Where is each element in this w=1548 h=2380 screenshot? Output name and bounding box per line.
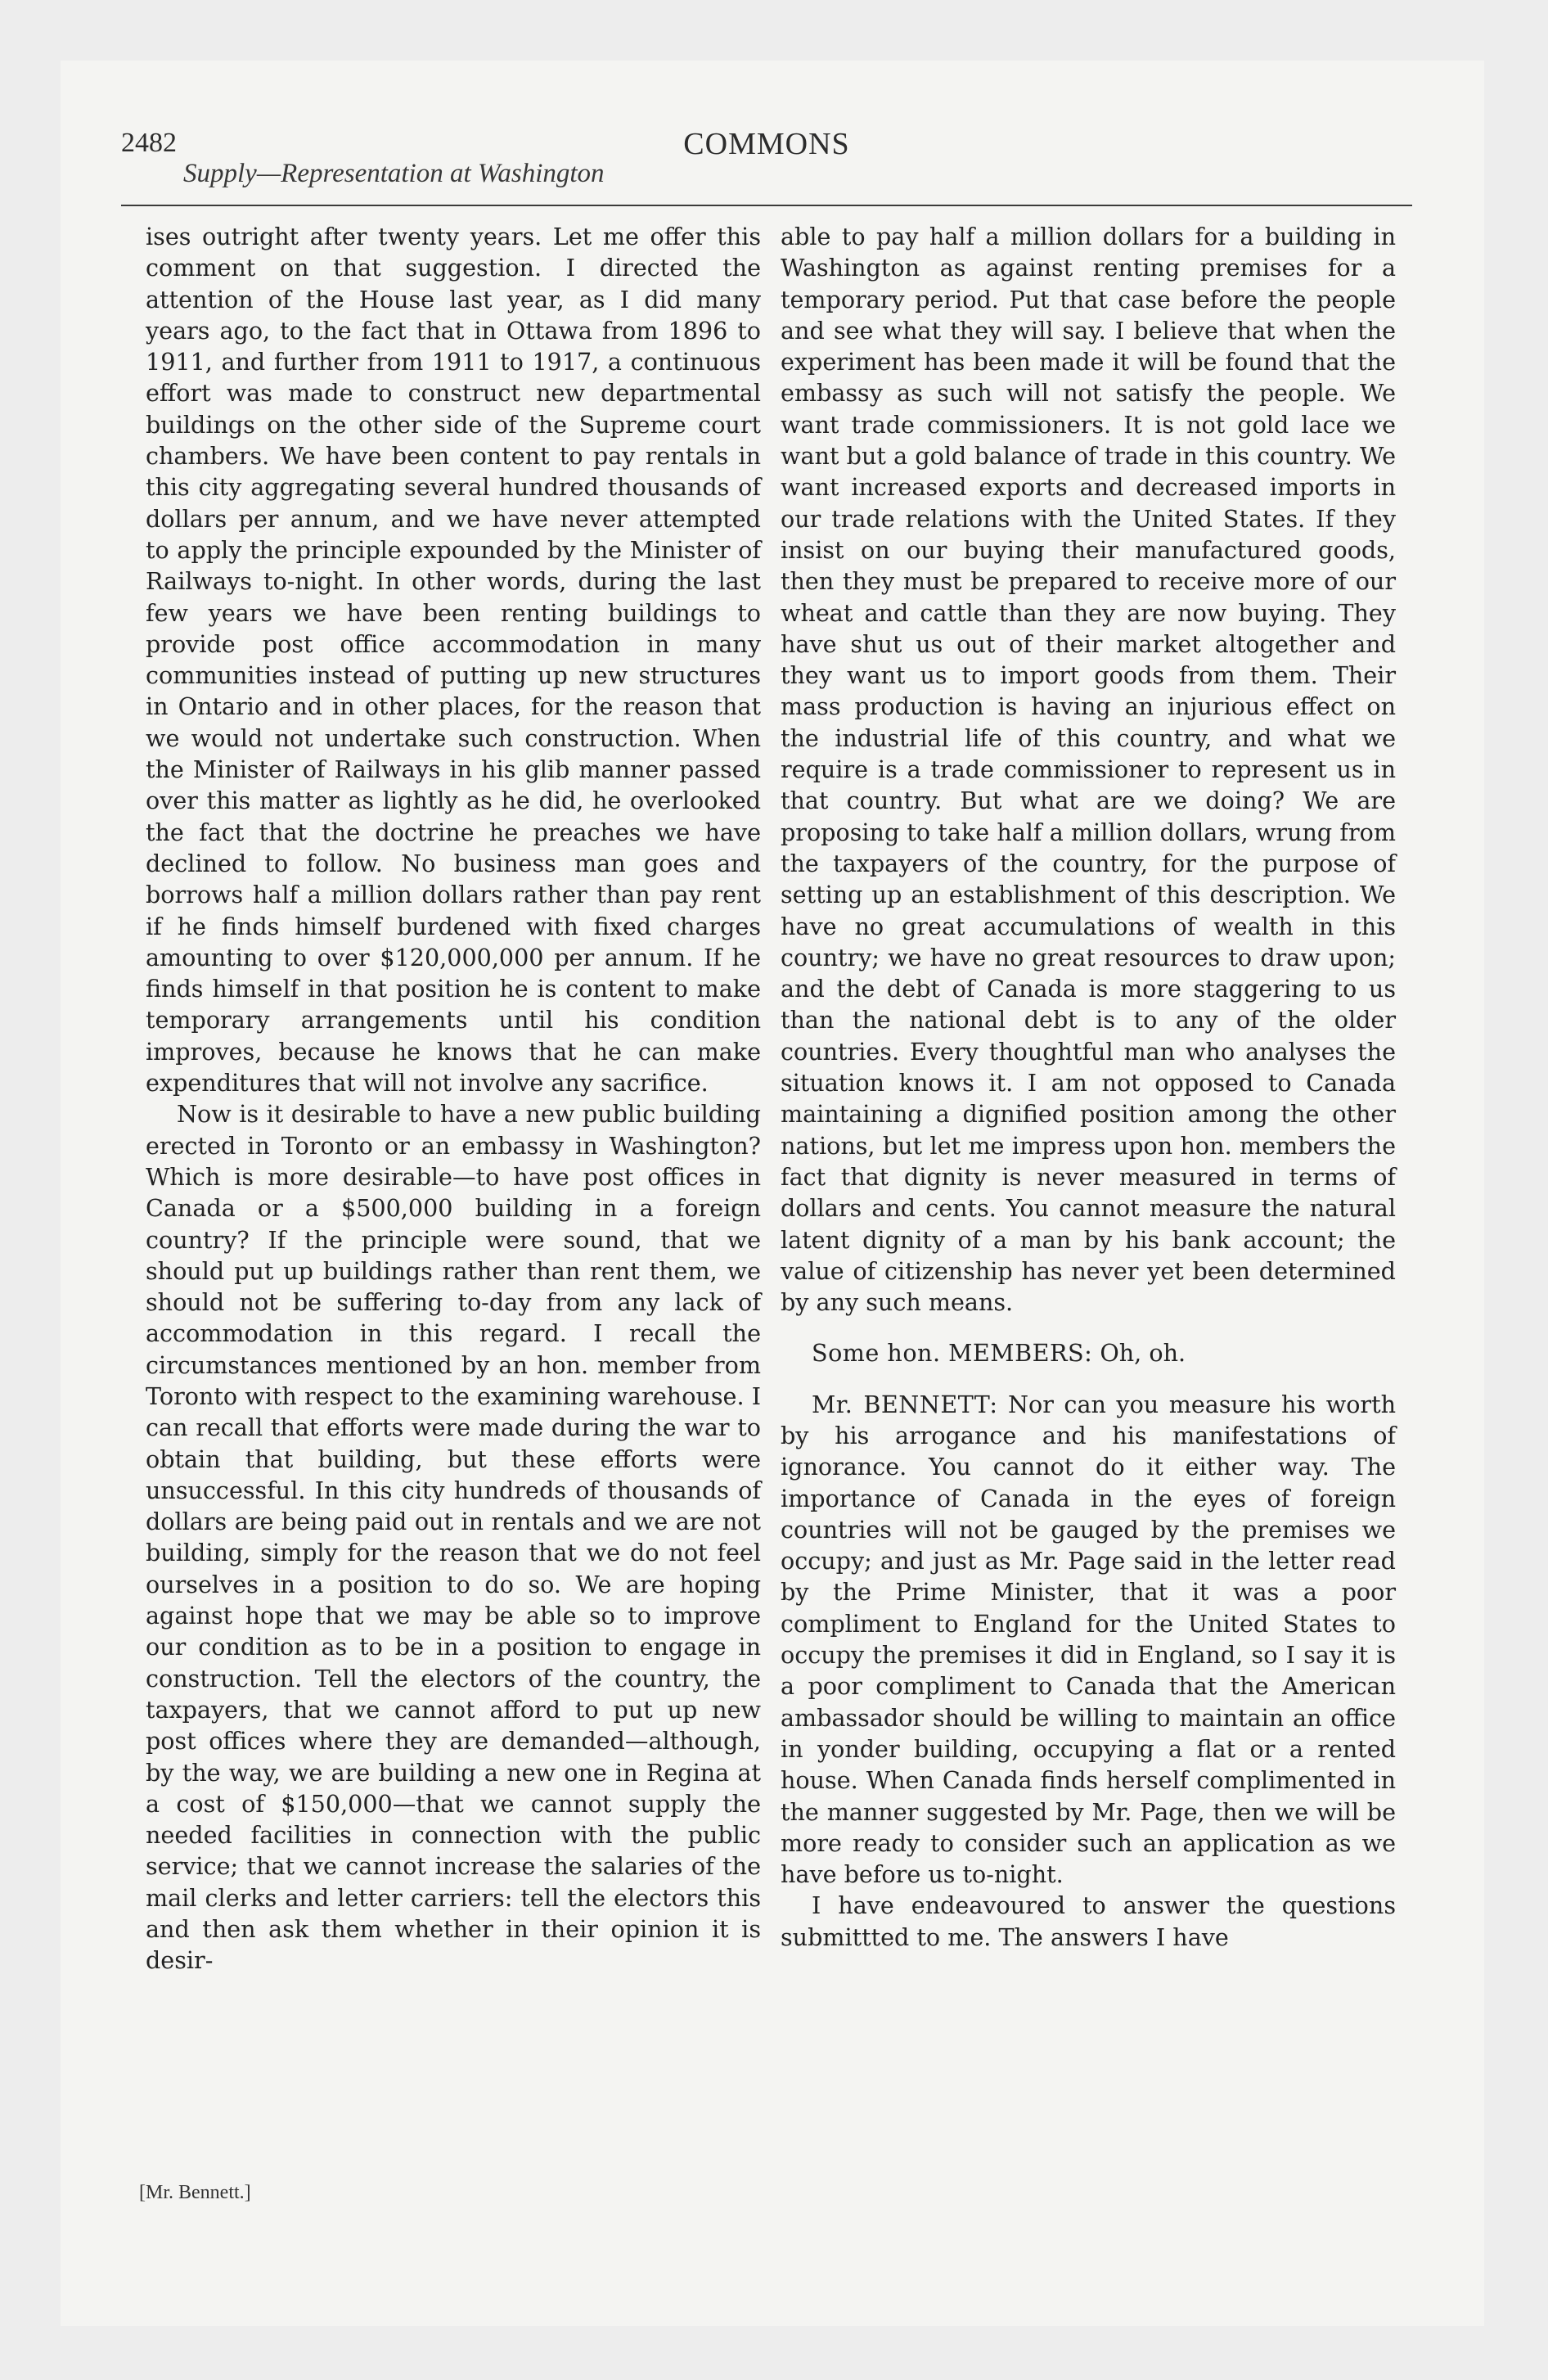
- paragraph: able to pay half a million dollars for a building in Washington as against renting premises for a temporary period. Put that case before the people and see what they will say. I believe that when the experiment has been made it will be found that the embassy as such will not satisfy the people. We want trade commissioners. It is not gold lace we want but a gold balance of trade in this country. We want increased exports and decreased imports in our trade relations with the United States. If they insist on our buying their manufactured goods, then they must be prepared to receive more of our wheat and cattle than they are now buying. They have shut us out of their market altogether and they want us to import goods from them. Their mass production is having an injurious effect on the industrial life of this country, and what we require is a trade commissioner to represent us in that country. But what are we doing? We are proposing to take half a million dollars, wrung from the taxpayers of the country, for the purpose of setting up an establishment of this description. We have no great accumulations of wealth in this country; we have no great resources to draw upon; and the debt of Canada is more staggering to us than the national debt is to any of the older countries. Every thoughtful man who analyses the situation knows it. I am not opposed to Canada maintaining a dignified position among the other nations, but let me impress upon hon. members the fact that dignity is never measured in terms of dollars and cents. You cannot measure the natural latent dignity of a man by his bank account; the value of citizenship has never yet been determined by any such means.: [781, 223, 1396, 1317]
- interjection-text: Oh, oh.: [1100, 1339, 1186, 1368]
- page-number: 2482: [121, 128, 177, 158]
- speech-paragraph: [781, 1389, 1396, 1891]
- right-column: [781, 221, 1396, 1953]
- footer-speaker-note: [Mr. Bennett.]: [139, 2182, 251, 2203]
- paragraph: I have endeavoured to answer the questions submittted to me. The answers I have: [781, 1891, 1396, 1951]
- page-header: [121, 121, 1412, 200]
- header-rule: [121, 205, 1412, 206]
- running-head: COMMONS: [683, 127, 850, 161]
- section-subhead: Supply—Representation at Washington: [183, 159, 605, 188]
- left-column: [146, 221, 761, 1977]
- paragraph: Now is it desirable to have a new public building erected in Toronto or an embassy in Washington? Which is more desirable—to have post offices in Canada or a $500,000 building in a foreign country? If the principle were sound, that we should put up buildings rather than rent them, we should not be suffering to-day from any lack of accommodation in this regard. I recall the circumstances mentioned by an hon. member from Toronto with respect to the examining warehouse. I can recall that efforts were made during the war to obtain that building, but these efforts were unsuccessful. In this city hundreds of thousands of dollars are being paid out in rentals and we are not building, simply for the reason that we do not feel ourselves in a position to do so. We are hoping against hope that we may be able so to improve our condition as to be in a position to engage in construction. Tell the electors of the country, the taxpayers, that we cannot afford to put up new post offices where they are demanded—although, by the way, we are building a new one in Regina at a cost of $150,000—that we cannot supply the needed facilities in connection with the public service; that we cannot increase the salaries of the mail clerks and letter carriers: tell the electors this and then ask them whether in their opinion it is desir-: [146, 1100, 761, 1975]
- interjection-speaker: Some hon. MEMBERS:: [812, 1339, 1093, 1368]
- speaker-name: Mr. BENNETT:: [812, 1390, 998, 1418]
- speech-text: Nor can you measure his worth by his arrogance and his manifestations of ignorance. You cannot do it either way. The importance of Canada in the eyes of foreign countries will not be gauged by the premises we occupy; and just as Mr. Page said in the letter read by the Prime Minister, that it was a poor compliment to England for the United States to occupy the premises it did in England, so I say it is a poor compliment to Canada that the American ambassador should be willing to maintain an office in yonder building, occupying a flat or a rented house. When Canada finds herself complimented in the manner suggested by Mr. Page, then we will be more ready to consider such an application as we have before us to-night.: [781, 1390, 1396, 1889]
- paragraph: ises outright after twenty years. Let me offer this comment on that suggestion. I directed the attention of the House last year, as I did many years ago, to the fact that in Ottawa from 1896 to 1911, and further from 1911 to 1917, a continuous effort was made to construct new departmental buildings on the other side of the Supreme court chambers. We have been content to pay rentals in this city aggregating several hundred thousands of dollars per annum, and we have never attempted to apply the principle expounded by the Minister of Railways to-night. In other words, during the last few years we have been renting buildings to provide post office accommodation in many communities instead of putting up new structures in Ontario and in other places, for the reason that we would not undertake such construction. When the Minister of Railways in his glib manner passed over this matter as lightly as he did, he overlooked the fact that the doctrine he preaches we have declined to follow. No business man goes and borrows half a million dollars rather than pay rent if he finds himself burdened with fixed charges amounting to over $120,000,000 per annum. If he finds himself in that position he is content to make temporary arrangements until his condition improves, because he knows that he can make expenditures that will not involve any sacrifice.: [146, 223, 761, 1098]
- interjection: [781, 1337, 1396, 1368]
